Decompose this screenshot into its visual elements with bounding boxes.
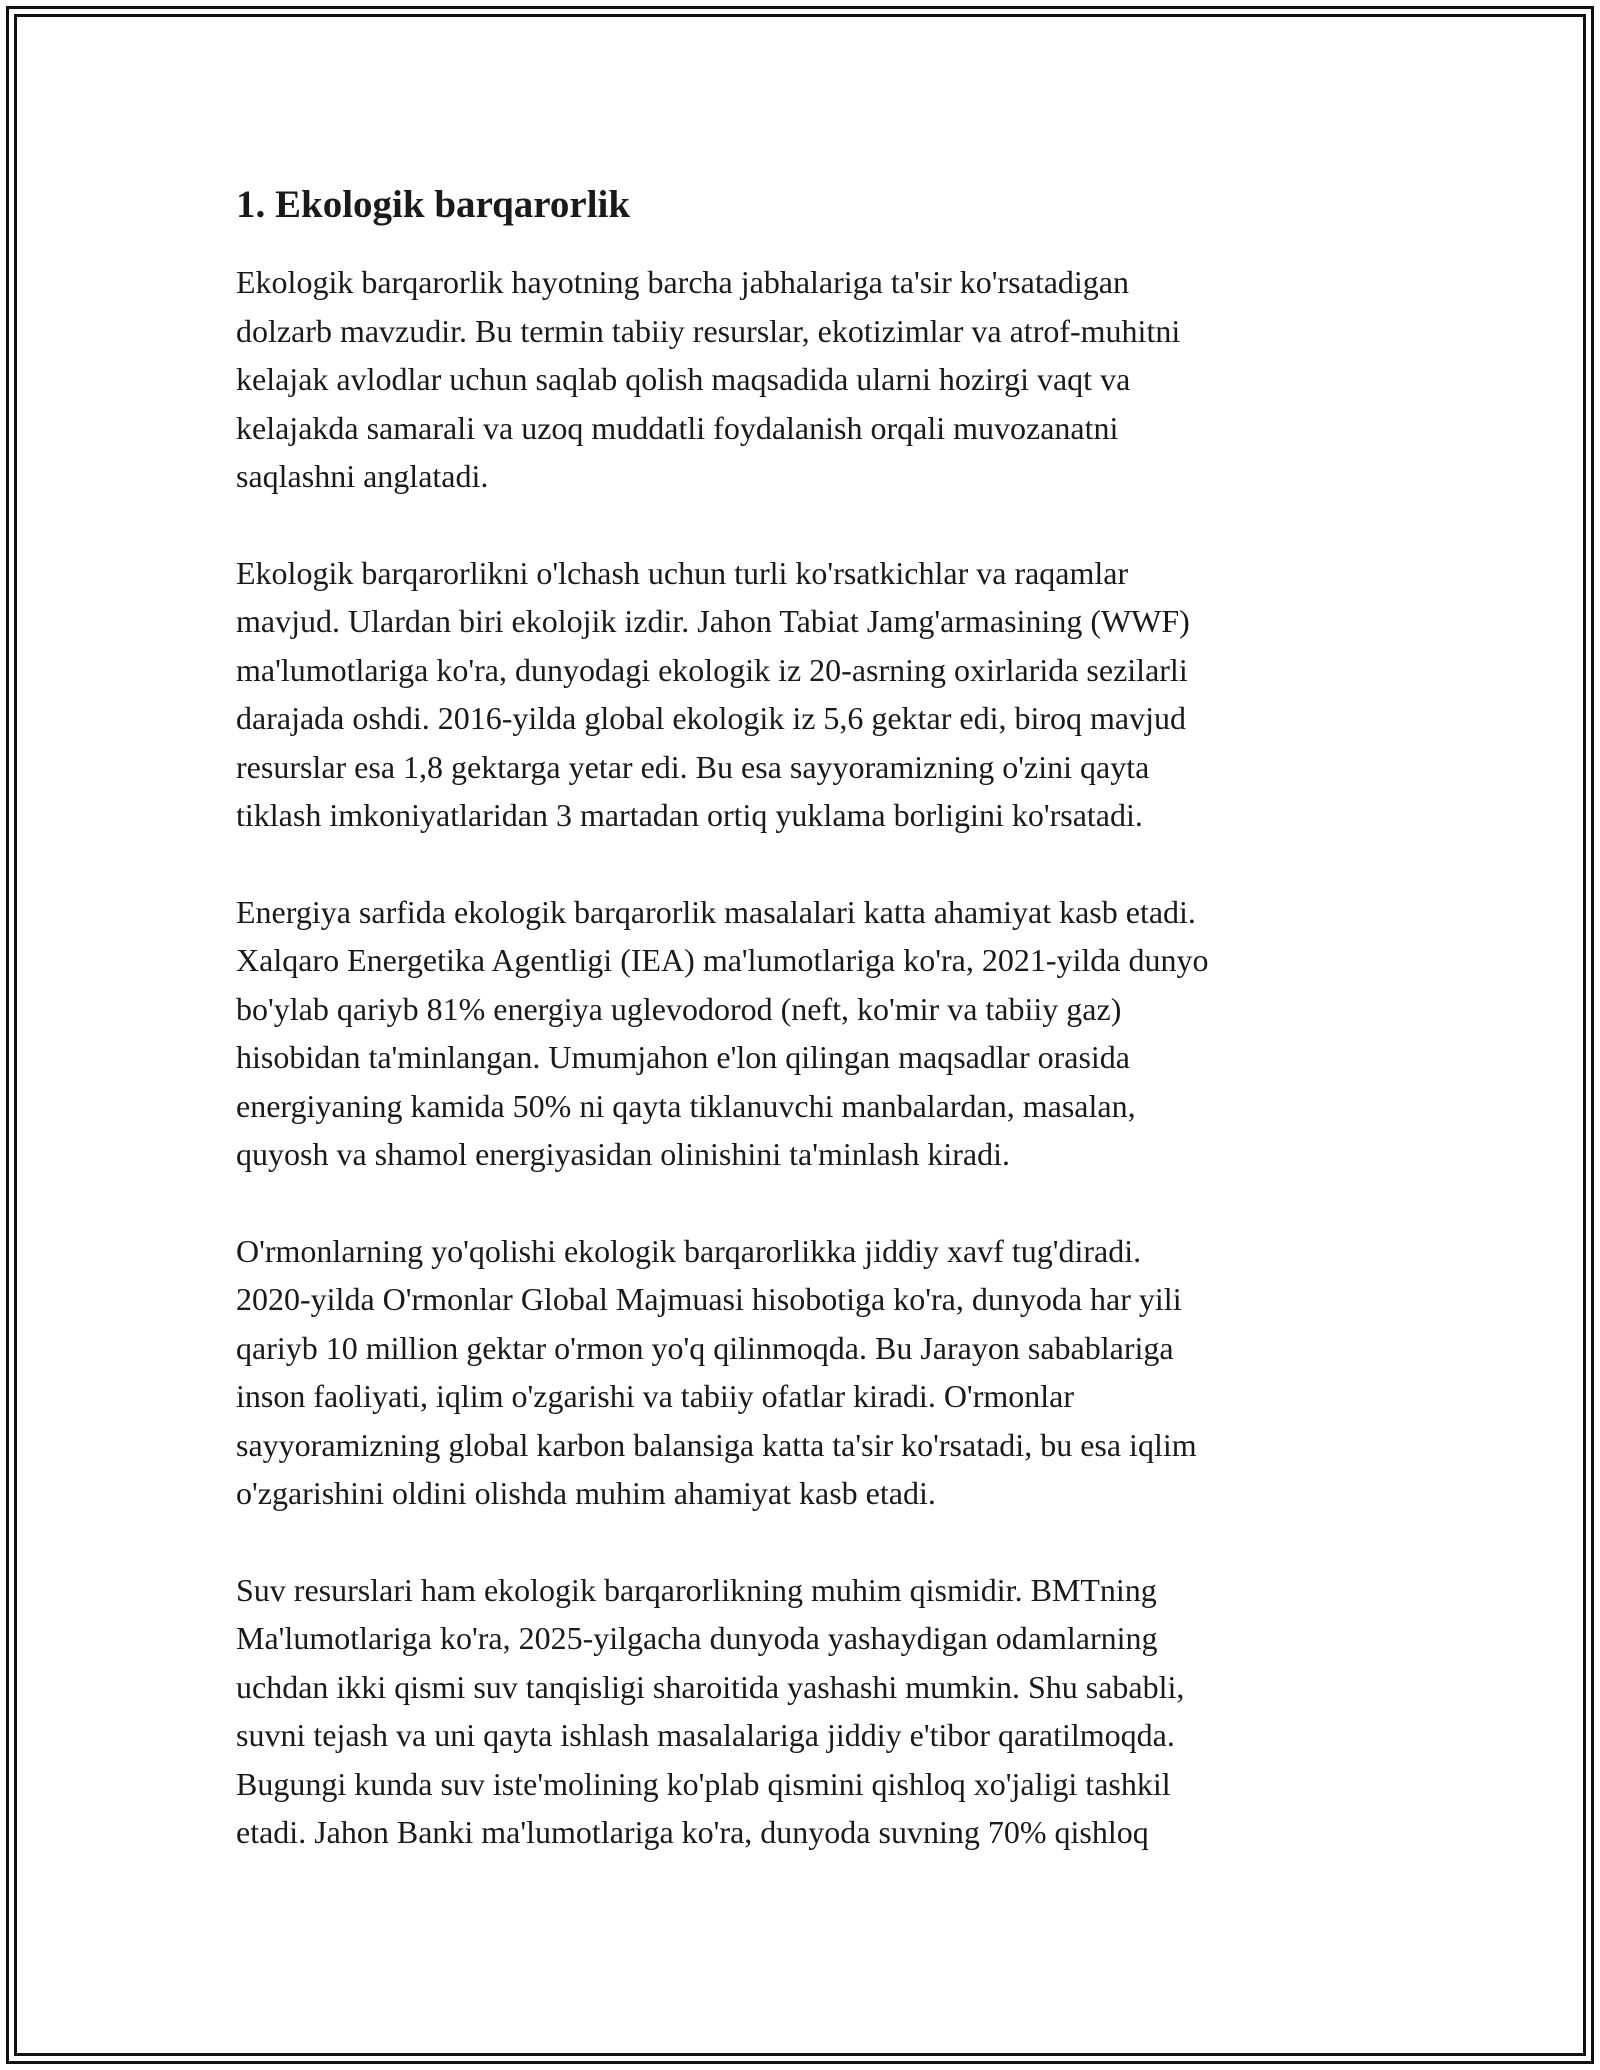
- paragraph-line: darajada oshdi. 2016-yilda global ekologik iz 5,6 gektar edi, biroq mavjud: [236, 700, 1186, 736]
- document-content: [236, 180, 1356, 1905]
- paragraph-line: tiklash imkoniyatlaridan 3 martadan ortiq yuklama borligini ko'rsatadi.: [236, 797, 1143, 833]
- paragraph-line: Ekologik barqarorlik hayotning barcha jabhalariga ta'sir ko'rsatadigan: [236, 264, 1129, 300]
- paragraph-line: ma'lumotlariga ko'ra, dunyodagi ekologik iz 20-asrning oxirlarida sezilarli: [236, 651, 1188, 688]
- paragraph-line: etadi. Jahon Banki ma'lumotlariga ko'ra, dunyoda suvning 70% qishloq: [236, 1814, 1149, 1850]
- section-title: 1. Ekologik barqarorlik: [236, 183, 631, 226]
- paragraph-line: hisobidan ta'minlangan. Umumjahon e'lon qilingan maqsadlar orasida: [236, 1039, 1130, 1075]
- paragraph-energy: [236, 888, 1356, 1179]
- paragraph-ecological-footprint: [236, 549, 1356, 840]
- paragraph-line: Ekologik barqarorlikni o'lchash uchun turli ko'rsatkichlar va raqamlar: [236, 554, 1129, 591]
- paragraph-line: O'rmonlarning yo'qolishi ekologik barqarorlikka jiddiy xavf tug'diradi.: [236, 1232, 1142, 1269]
- paragraph-line: Energiya sarfida ekologik barqarorlik masalalari katta ahamiyat kasb etadi.: [236, 893, 1196, 930]
- paragraph-line: kelajak avlodlar uchun saqlab qolish maqsadida ularni hozirgi vaqt va: [236, 361, 1131, 397]
- paragraph-line: sayyoramizning global karbon balansiga katta ta'sir ko'rsatadi, bu esa iqlim: [236, 1426, 1197, 1463]
- paragraph-line: resurslar esa 1,8 gektarga yetar edi. Bu esa sayyoramizning o'zini qayta: [236, 748, 1150, 785]
- paragraph-line: Ma'lumotlariga ko'ra, 2025-yilgacha dunyoda yashaydigan odamlarning: [236, 1620, 1158, 1656]
- paragraph-line: 2020-yilda O'rmonlar Global Majmuasi hisobotiga ko'ra, dunyoda har yili: [236, 1281, 1182, 1317]
- paragraph-line: bo'ylab qariyb 81% energiya uglevodorod (neft, ko'mir va tabiiy gaz): [236, 990, 1122, 1027]
- paragraph-line: kelajakda samarali va uzoq muddatli foydalanish orqali muvozanatni: [236, 409, 1119, 446]
- paragraph-line: energiyaning kamida 50% ni qayta tiklanuvchi manbalardan, masalan,: [236, 1087, 1136, 1124]
- paragraph-forests: [236, 1227, 1356, 1518]
- paragraph-line: dolzarb mavzudir. Bu termin tabiiy resurslar, ekotizimlar va atrof-muhitni: [236, 312, 1181, 349]
- paragraph-line: quyosh va shamol energiyasidan olinishini ta'minlash kiradi.: [236, 1136, 1010, 1172]
- paragraph-line: uchdan ikki qismi suv tanqisligi sharoitida yashashi mumkin. Shu sababli,: [236, 1668, 1185, 1705]
- paragraph-intro: [236, 258, 1356, 501]
- paragraph-line: o'zgarishini oldini olishda muhim ahamiyat kasb etadi.: [236, 1475, 936, 1511]
- paragraph-water: [236, 1566, 1356, 1857]
- paragraph-line: mavjud. Ulardan biri ekolojik izdir. Jahon Tabiat Jamg'armasining (WWF): [236, 603, 1190, 639]
- paragraph-line: Bugungi kunda suv iste'molining ko'plab qismini qishloq xo'jaligi tashkil: [236, 1765, 1171, 1802]
- paragraph-line: Xalqaro Energetika Agentligi (IEA) ma'lumotlariga ko'ra, 2021-yilda dunyo: [236, 942, 1209, 978]
- paragraph-line: saqlashni anglatadi.: [236, 458, 489, 494]
- paragraph-line: inson faoliyati, iqlim o'zgarishi va tabiiy ofatlar kiradi. O'rmonlar: [236, 1378, 1074, 1414]
- paragraph-line: suvni tejash va uni qayta ishlash masalalariga jiddiy e'tibor qaratilmoqda.: [236, 1717, 1175, 1753]
- paragraph-line: Suv resurslari ham ekologik barqarorlikning muhim qismidir. BMTning: [236, 1571, 1157, 1608]
- paragraph-line: qariyb 10 million gektar o'rmon yo'q qilinmoqda. Bu Jarayon sabablariga: [236, 1329, 1174, 1366]
